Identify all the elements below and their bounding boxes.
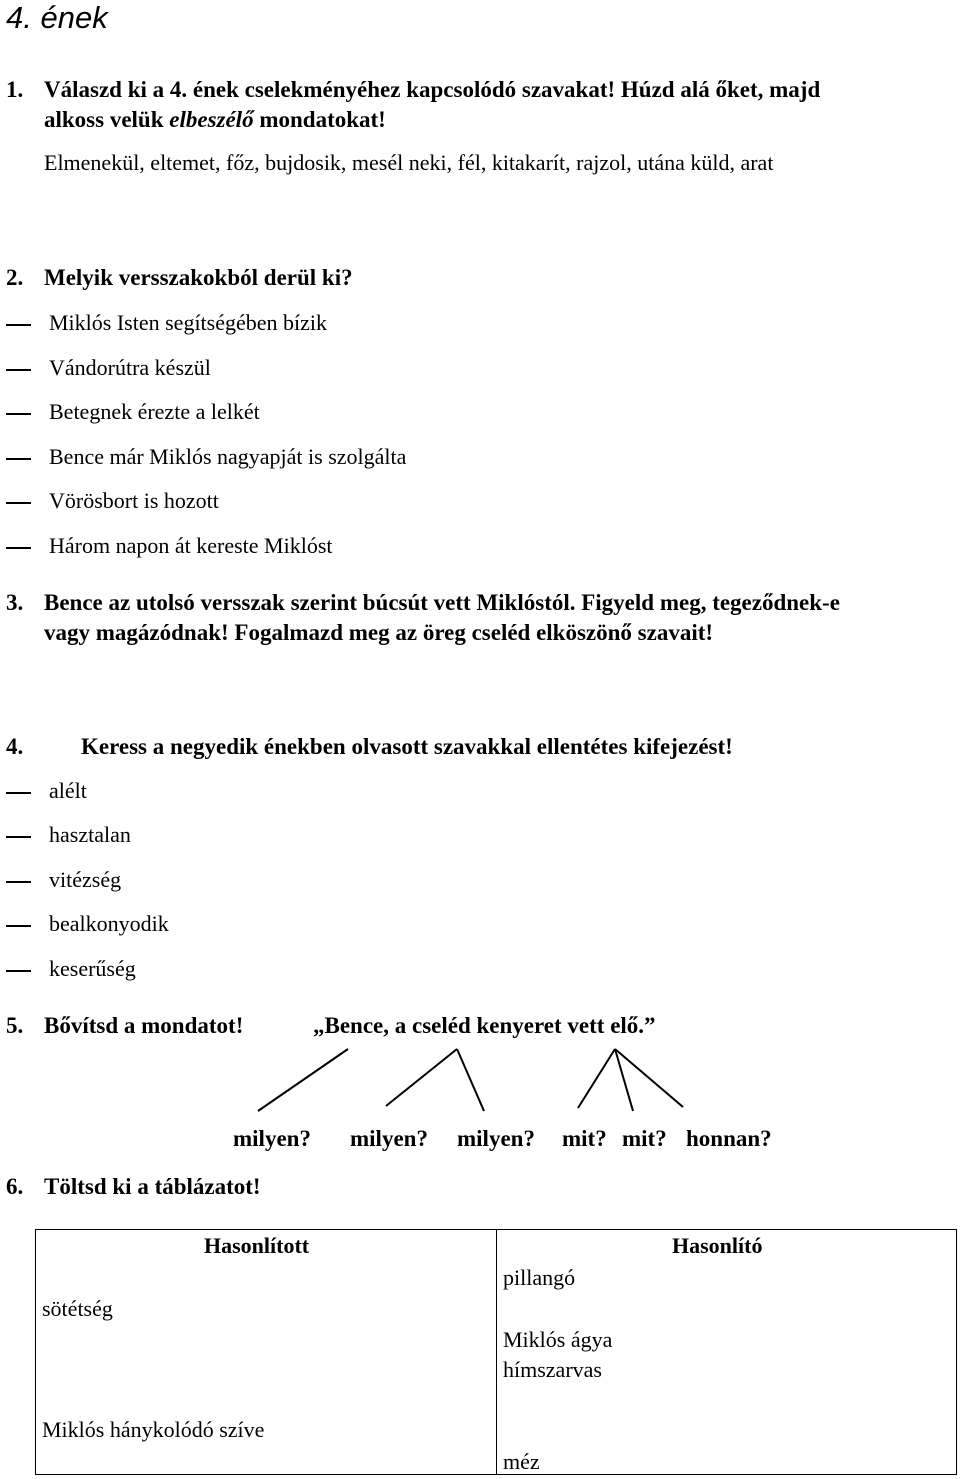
q2-item: Vándorútra készül [49,355,211,380]
q2-instruction: Melyik versszakokból derül ki? [44,265,353,290]
table-column-left [36,1230,497,1475]
q6-instruction: Töltsd ki a táblázatot! [44,1174,261,1199]
q5-sentence: „Bence, a cseléd kenyeret vett elő.” [313,1013,656,1038]
branch-line [386,1049,457,1106]
table-cell-right: méz [503,1449,540,1474]
table-header-comparer: Hasonlító [672,1233,763,1258]
q4-number: 4. [6,734,24,759]
q4-item: alélt [49,778,87,803]
comparison-table [35,1229,957,1475]
q4-item: vitézség [49,867,122,892]
table-cell-right: hímszarvas [503,1357,602,1382]
q2-item: Vörösbort is hozott [49,488,219,513]
q5-number: 5. [6,1013,24,1038]
q1-instruction-line2: alkoss velük elbeszélő mondatokat! [44,107,386,132]
page-title: 4. ének [6,0,108,35]
q5-question: mit? [622,1126,667,1151]
q2-item: Három napon át kereste Miklóst [49,533,333,558]
branch-line [615,1049,633,1111]
table-cell-left: Miklós hánykolódó szíve [42,1417,265,1442]
branch-line [457,1049,484,1111]
q3-instruction-line1: Bence az utolsó versszak szerint búcsút vett Miklóstól. Figyeld meg, tegeződnek-e [44,590,840,615]
q4-instruction: Keress a negyedik énekben olvasott szavakkal ellentétes kifejezést! [81,734,733,759]
branch-line [615,1049,683,1107]
q1-number: 1. [6,77,24,102]
q5-question: honnan? [686,1126,772,1151]
q2-item: Miklós Isten segítségében bízik [49,310,328,335]
q5-question: milyen? [233,1126,311,1151]
q2-item: Bence már Miklós nagyapját is szolgálta [49,444,407,469]
q2-item: Betegnek érezte a lelkét [49,399,260,424]
table-cell-left: sötétség [42,1296,113,1321]
q4-item: keserűség [49,956,136,981]
table-cell-right: Miklós ágya [503,1327,613,1352]
q1-instruction-line1: Válaszd ki a 4. ének cselekményéhez kapcsolódó szavakat! Húzd alá őket, majd [44,77,821,102]
q5-instruction: Bővítsd a mondatot! [44,1013,244,1038]
table-header-compared: Hasonlított [204,1233,310,1258]
q2-number: 2. [6,265,24,290]
q6-number: 6. [6,1174,24,1199]
table-cell-right: pillangó [503,1265,576,1290]
q5-question: mit? [562,1126,607,1151]
q5-question: milyen? [350,1126,428,1151]
branch-line [258,1049,348,1111]
table-column-right [497,1230,957,1475]
q3-instruction-line2: vagy magázódnak! Fogalmazd meg az öreg cseléd elköszönő szavait! [44,620,714,645]
q1-word-list: Elmenekül, eltemet, főz, bujdosik, mesél neki, fél, kitakarít, rajzol, utána küld, arat [44,150,774,175]
q4-item: hasztalan [49,822,131,847]
q4-item: bealkonyodik [49,911,169,936]
q3-number: 3. [6,590,24,615]
branch-line [578,1049,615,1108]
q5-question: milyen? [457,1126,535,1151]
